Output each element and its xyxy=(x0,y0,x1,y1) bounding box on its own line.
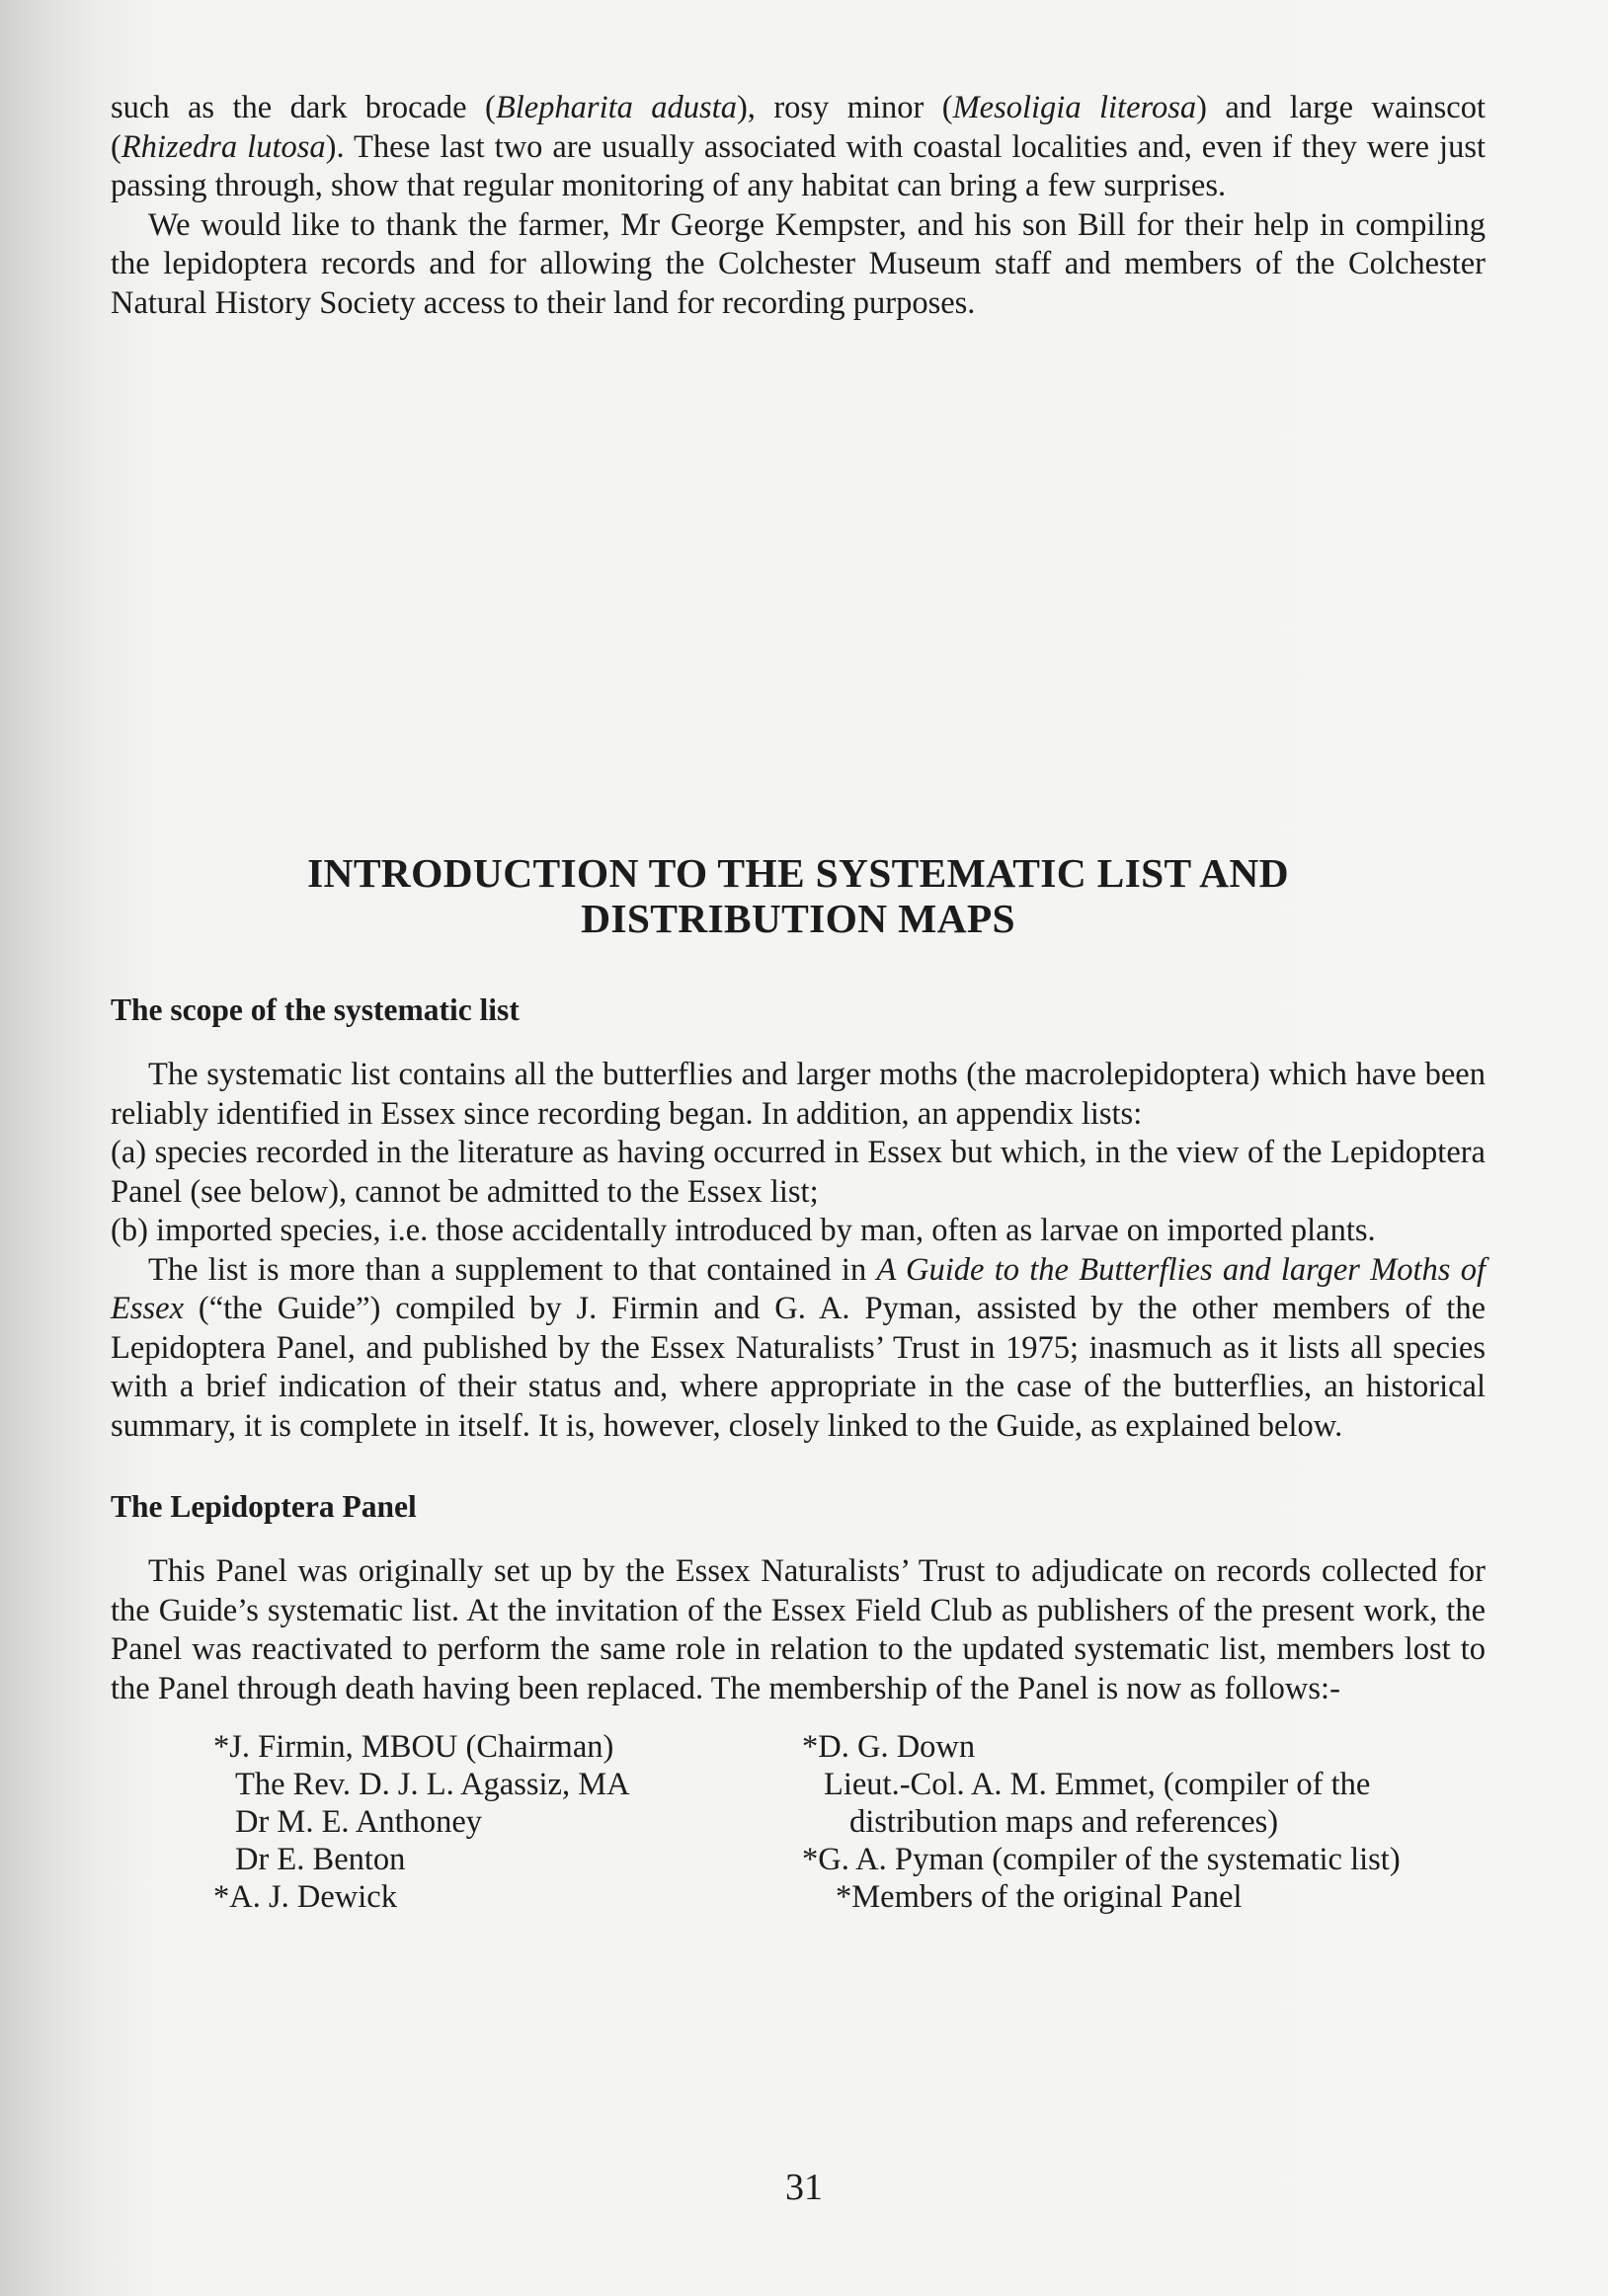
intro-paragraph-1 xyxy=(111,89,1486,206)
text-run: (“the Guide”) compiled by J. Firmin and G. A. Pyman, assisted by the other members of the Lepidoptera Panel, and published by the Essex Naturalists’ Trust in 1975; inasmuch as it lists all species with a brief indication of their status and, where appropriate in the case of the butterflies, an historical summary, it is complete in itself. It is, however, closely linked to the Guide, as explained below. xyxy=(111,1291,1486,1444)
members-left-column xyxy=(213,1728,630,1916)
member-entry: *G. A. Pyman (compiler of the systematic list) xyxy=(802,1842,1401,1877)
member-entry: *A. J. Dewick xyxy=(213,1879,397,1915)
member-entry: *J. Firmin, MBOU (Chairman) xyxy=(213,1729,614,1765)
scope-paragraph-2 xyxy=(111,1251,1486,1447)
species-name: Mesoligia literosa xyxy=(952,90,1197,125)
section-title xyxy=(111,850,1486,941)
member-entry: Dr M. E. Anthoney xyxy=(235,1804,483,1840)
text-run: The list is more than a supplement to that contained in xyxy=(148,1251,877,1288)
members-right-column xyxy=(802,1728,1401,1916)
scope-item-a: (a) species recorded in the literature as having occurred in Essex but which, in the view of the Lepidoptera Panel (see below), cannot be admitted to the Essex list; xyxy=(111,1135,1486,1210)
species-name: Rhizedra lutosa xyxy=(121,128,326,165)
book-title: A Guide to the Butterflies and larger Moths of Essex xyxy=(111,1251,1486,1326)
member-entry-continuation: distribution maps and references) xyxy=(849,1804,1279,1840)
panel-members xyxy=(111,1728,1486,1926)
page-content xyxy=(111,89,1486,1926)
species-name: Blepharita adusta xyxy=(495,90,737,125)
scope-heading: The scope of the systematic list xyxy=(111,992,520,1027)
member-entry: *D. G. Down xyxy=(802,1729,976,1765)
member-entry: Lieut.-Col. A. M. Emmet, (compiler of the xyxy=(824,1767,1371,1802)
section-title-line-1: INTRODUCTION TO THE SYSTEMATIC LIST AND xyxy=(307,850,1289,896)
blank-area xyxy=(111,323,1486,850)
member-entry: Dr E. Benton xyxy=(235,1842,406,1877)
page-number: 31 xyxy=(785,2167,823,2208)
section-title-line-2: DISTRIBUTION MAPS xyxy=(581,896,1015,941)
panel-paragraph-1: This Panel was originally set up by the Essex Naturalists’ Trust to adjudicate on records collected for the Guide’s systematic list. At the invitation of the Essex Field Club as publishers of the present work, the Panel was reactivated to perform the same role in relation to the updated systematic list, members lost to the Panel through death having been replaced. The membership of the Panel is now as follows:- xyxy=(111,1553,1486,1706)
scope-item-b: (b) imported species, i.e. those accidentally introduced by man, often as larvae on imported plants. xyxy=(111,1213,1376,1248)
text-run: ), rosy minor ( xyxy=(736,90,953,125)
text-run: ). These last two are usually associated with coastal localities and, even if they were just passing through, show that regular monitoring of any habitat can bring a few surprises. xyxy=(111,128,1486,203)
intro-paragraph-2: We would like to thank the farmer, Mr George Kempster, and his son Bill for their help in compiling the lepidoptera records and for allowing the Colchester Museum staff and members of the Colchester Natural History Society access to their land for recording purposes. xyxy=(111,206,1486,321)
text-run: such as the dark brocade ( xyxy=(111,90,496,125)
panel-heading: The Lepidoptera Panel xyxy=(111,1489,417,1524)
member-entry: The Rev. D. J. L. Agassiz, MA xyxy=(235,1767,630,1802)
scope-paragraph-1: The systematic list contains all the butterflies and larger moths (the macrolepidoptera) which have been reliably identified in Essex since recording began. In addition, an appendix lists: xyxy=(111,1057,1486,1132)
text-run: ) and large wainscot ( xyxy=(111,90,1486,165)
members-footnote: *Members of the original Panel xyxy=(836,1879,1243,1915)
